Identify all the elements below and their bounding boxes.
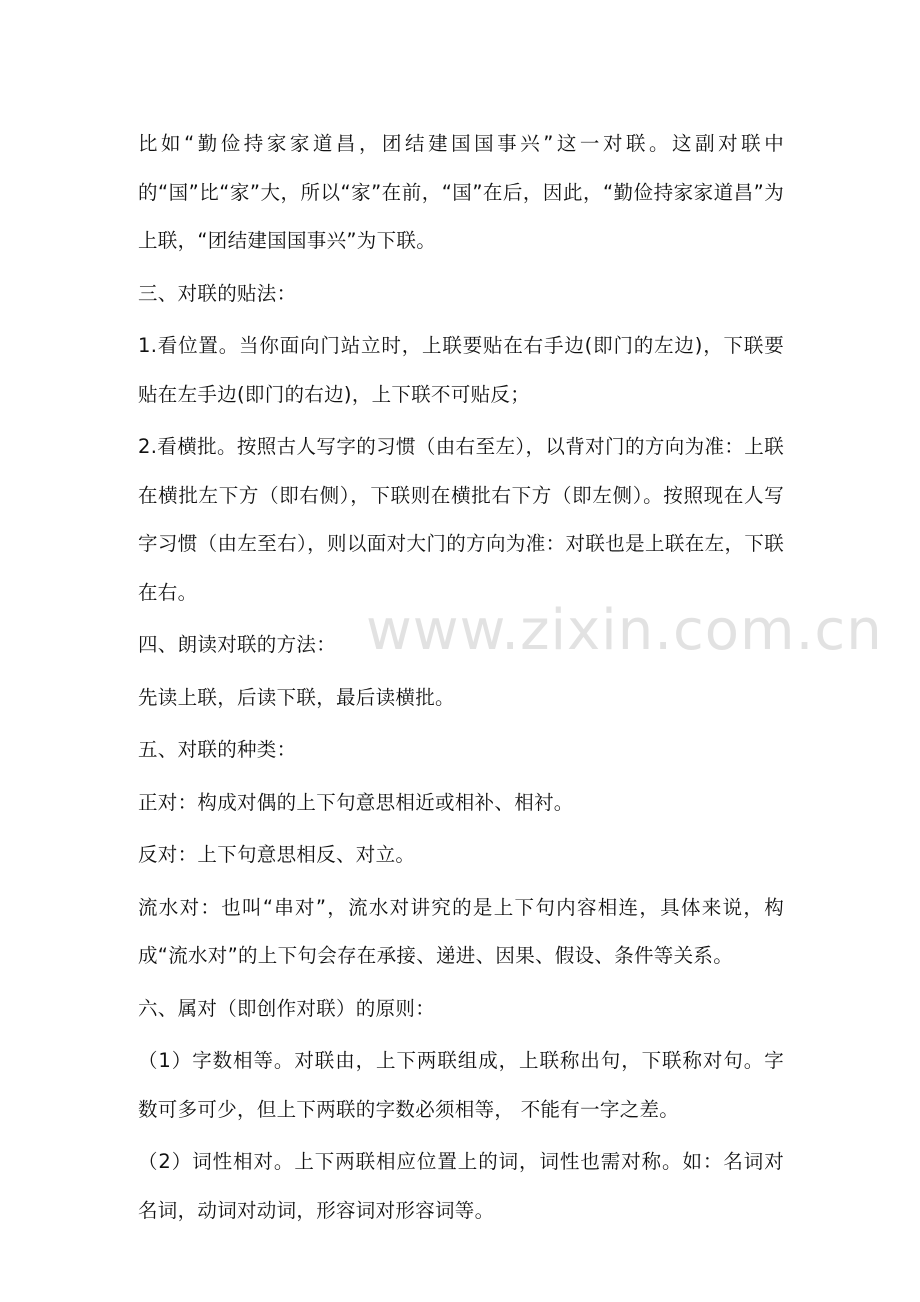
paragraph-example-couplet: 比如“勤俭持家家道昌，团结建国国事兴”这一对联。这副对联中的“国”比“家”大，所以“家”在前，“国”在后，因此，“勤俭持家家道昌”为上联，“团结建国国事兴”为下联。 xyxy=(138,132,784,252)
paragraph-rule-1: （1）字数相等。对联由，上下两联组成，上联称出句，下联称对句。字数可多可少，但上下两联的字数必须相等， 不能有一字之差。 xyxy=(138,1049,784,1121)
heading-section-4: 四、朗读对联的方法： xyxy=(138,633,337,656)
heading-section-5: 五、对联的种类： xyxy=(138,738,297,761)
paragraph-position: 1.看位置。当你面向门站立时，上联要贴在右手边(即门的左边)，下联要贴在左手边(即门的右边)，上下联不可贴反； xyxy=(138,334,784,406)
paragraph-zhengdui: 正对：构成对偶的上下句意思相近或相补、相衬。 xyxy=(138,790,574,814)
document-body xyxy=(138,120,784,1239)
paragraph-fandui: 反对：上下句意思相反、对立。 xyxy=(138,843,416,866)
paragraph-horizontal-scroll: 2.看横批。按照古人写字的习惯（由右至左），以背对门的方向为准：上联在横批左下方（即右侧），下联则在横批右下方（即左侧）。按照现在人写字习惯（由左至右），则以面对大门的方向为准：对联也是上联在左，下联在右。 xyxy=(138,435,784,604)
paragraph-liushuidui: 流水对：也叫“串对”，流水对讲究的是上下句内容相连，具体来说，构成“流水对”的上下句会存在承接、递进、因果、假设、条件等关系。 xyxy=(138,895,784,967)
paragraph-reading-order: 先读上联，后读下联，最后读横批。 xyxy=(138,685,455,709)
paragraph-rule-2: （2）词性相对。上下两联相应位置上的词，词性也需对称。如：名词对名词，动词对动词，形容词对形容词等。 xyxy=(138,1150,784,1222)
watermark: www.zixin.com.cn xyxy=(366,598,883,663)
heading-section-6: 六、属对（即创作对联）的原则： xyxy=(138,996,436,1020)
heading-section-3: 三、对联的贴法： xyxy=(138,281,297,305)
